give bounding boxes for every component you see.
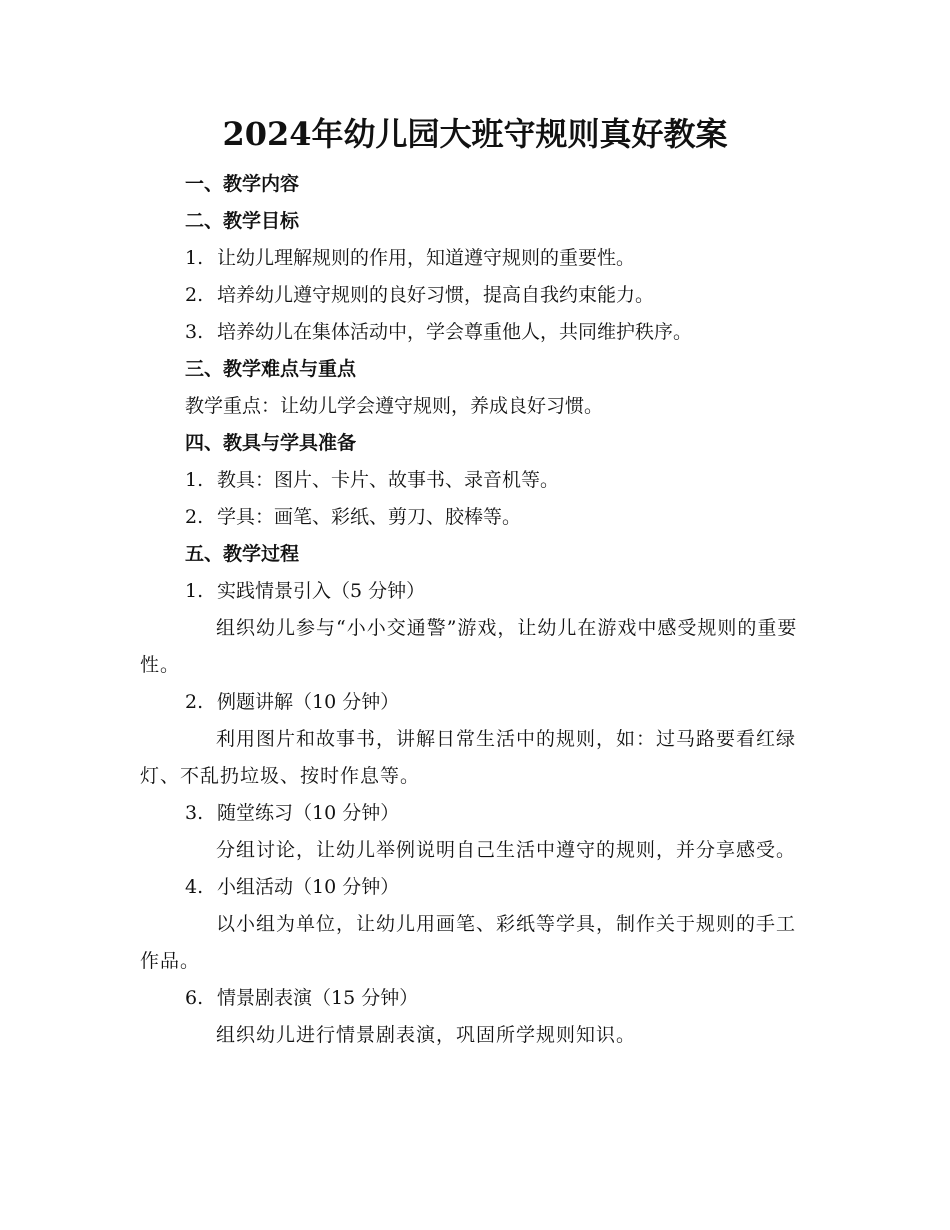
objective-item (140, 240, 810, 277)
process-step-title: 实践情景引入（5 分钟） (217, 580, 426, 602)
material-number: 2. (185, 506, 204, 528)
objective-number: 1. (185, 247, 204, 269)
section-heading-process: 五、教学过程 (185, 543, 300, 565)
process-step-number: 2. (185, 691, 204, 713)
process-step (140, 684, 810, 721)
process-step-number: 6. (185, 987, 204, 1009)
process-step-title: 随堂练习（10 分钟） (217, 802, 400, 824)
material-number: 1. (185, 469, 204, 491)
process-step-number: 1. (185, 580, 204, 602)
objective-number: 2. (185, 284, 204, 306)
material-text: 学具：画笔、彩纸、剪刀、胶棒等。 (217, 506, 522, 528)
objective-text: 让幼儿理解规则的作用，知道遵守规则的重要性。 (217, 247, 636, 269)
process-step-number: 4. (185, 876, 204, 898)
section-heading-content: 一、教学内容 (185, 173, 300, 195)
process-step-description: 以小组为单位，让幼儿用画笔、彩纸等学具，制作关于规则的手工作品。 (140, 913, 797, 972)
process-step-description: 组织幼儿参与“小小交通警”游戏，让幼儿在游戏中感受规则的重要性。 (140, 617, 798, 676)
document-title: 2024年幼儿园大班守规则真好教案 (222, 115, 728, 153)
process-step-title: 例题讲解（10 分钟） (217, 691, 400, 713)
process-step (140, 573, 810, 610)
process-step-description: 利用图片和故事书，讲解日常生活中的规则，如：过马路要看红绿灯、不乱扔垃圾、按时作息等。 (140, 728, 797, 787)
process-step-title: 小组活动（10 分钟） (217, 876, 400, 898)
process-step-description: 组织幼儿进行情景剧表演，巩固所学规则知识。 (216, 1024, 637, 1046)
process-step-description: 分组讨论，让幼儿举例说明自己生活中遵守的规则，并分享感受。 (216, 839, 797, 861)
objective-item (140, 314, 810, 351)
section-heading-materials: 四、教具与学具准备 (185, 432, 357, 454)
section-heading-objectives: 二、教学目标 (185, 210, 300, 232)
section-heading-key-points: 三、教学难点与重点 (185, 358, 357, 380)
process-step (140, 980, 810, 1017)
material-item (140, 499, 810, 536)
process-step-number: 3. (185, 802, 204, 824)
process-step (140, 795, 810, 832)
objective-text: 培养幼儿在集体活动中，学会尊重他人，共同维护秩序。 (217, 321, 693, 343)
key-point-text: 教学重点：让幼儿学会遵守规则，养成良好习惯。 (185, 395, 604, 417)
objective-text: 培养幼儿遵守规则的良好习惯，提高自我约束能力。 (217, 284, 655, 306)
material-text: 教具：图片、卡片、故事书、录音机等。 (217, 469, 560, 491)
process-step (140, 869, 810, 906)
material-item (140, 462, 810, 499)
objective-item (140, 277, 810, 314)
process-step-title: 情景剧表演（15 分钟） (217, 987, 419, 1009)
document-body (140, 166, 810, 1054)
objective-number: 3. (185, 321, 204, 343)
